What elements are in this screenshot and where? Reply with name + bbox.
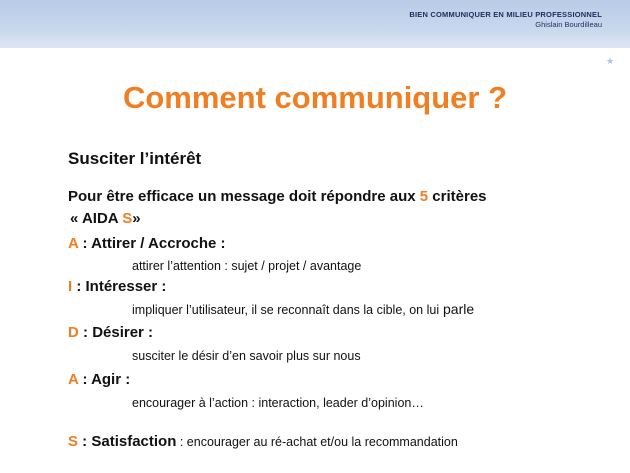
criterion-separator: : <box>78 433 92 450</box>
criterion-desirer-description: susciter le désir d’en savoir plus sur nous <box>132 349 361 363</box>
criterion-desirer-heading <box>68 324 153 342</box>
criterion-attirer-heading <box>68 235 226 253</box>
criterion-letter: I <box>68 278 73 295</box>
criterion-satisfaction <box>68 433 458 451</box>
aida-close: » <box>132 210 141 227</box>
aida-s: S <box>122 210 133 227</box>
criterion-letter: S <box>68 433 79 450</box>
criterion-name: Désirer : <box>92 324 154 341</box>
criterion-separator: : <box>78 371 92 388</box>
criterion-letter: A <box>68 371 79 388</box>
intro-line <box>68 188 487 206</box>
intro-number: 5 <box>419 188 429 205</box>
criterion-name: Agir : <box>91 371 131 388</box>
criterion-name: Intéresser : <box>85 278 167 295</box>
criterion-description-tail: parle <box>439 301 475 317</box>
star-icon: ★ <box>606 56 615 66</box>
criterion-separator: : <box>72 278 86 295</box>
criterion-interesser-heading <box>68 278 166 296</box>
criterion-letter: D <box>68 324 79 341</box>
section-subtitle: Susciter l’intérêt <box>68 149 202 168</box>
header-author: Ghislain Bourdilleau <box>535 20 602 29</box>
criterion-description-text: impliquer l’utilisateur, il se reconnaît dans la cible, on lui <box>132 303 440 317</box>
intro-text-before: Pour être efficace un message doit répondre aux <box>68 188 420 205</box>
criterion-agir-description: encourager à l’action : interaction, leader d’opinion… <box>132 396 424 410</box>
criterion-description: : encourager au ré-achat et/ou la recommandation <box>176 435 458 449</box>
criterion-separator: : <box>78 324 93 341</box>
criterion-letter: A <box>68 235 79 252</box>
criterion-agir-heading <box>68 371 130 389</box>
criterion-interesser-description <box>132 301 474 318</box>
criterion-attirer-description: attirer l’attention : sujet / projet / avantage <box>132 259 362 273</box>
aida-label <box>70 210 141 228</box>
aida-open: « AIDA <box>70 210 123 227</box>
header-course-title: BIEN COMMUNIQUER EN MILIEU PROFESSIONNEL <box>409 10 602 19</box>
criterion-separator: : <box>78 235 92 252</box>
criterion-name: Satisfaction <box>91 433 177 450</box>
criterion-name: Attirer / Accroche : <box>91 235 226 252</box>
page-title: Comment communiquer ? <box>122 80 508 115</box>
header <box>409 10 602 30</box>
intro-text-after: critères <box>428 188 487 205</box>
